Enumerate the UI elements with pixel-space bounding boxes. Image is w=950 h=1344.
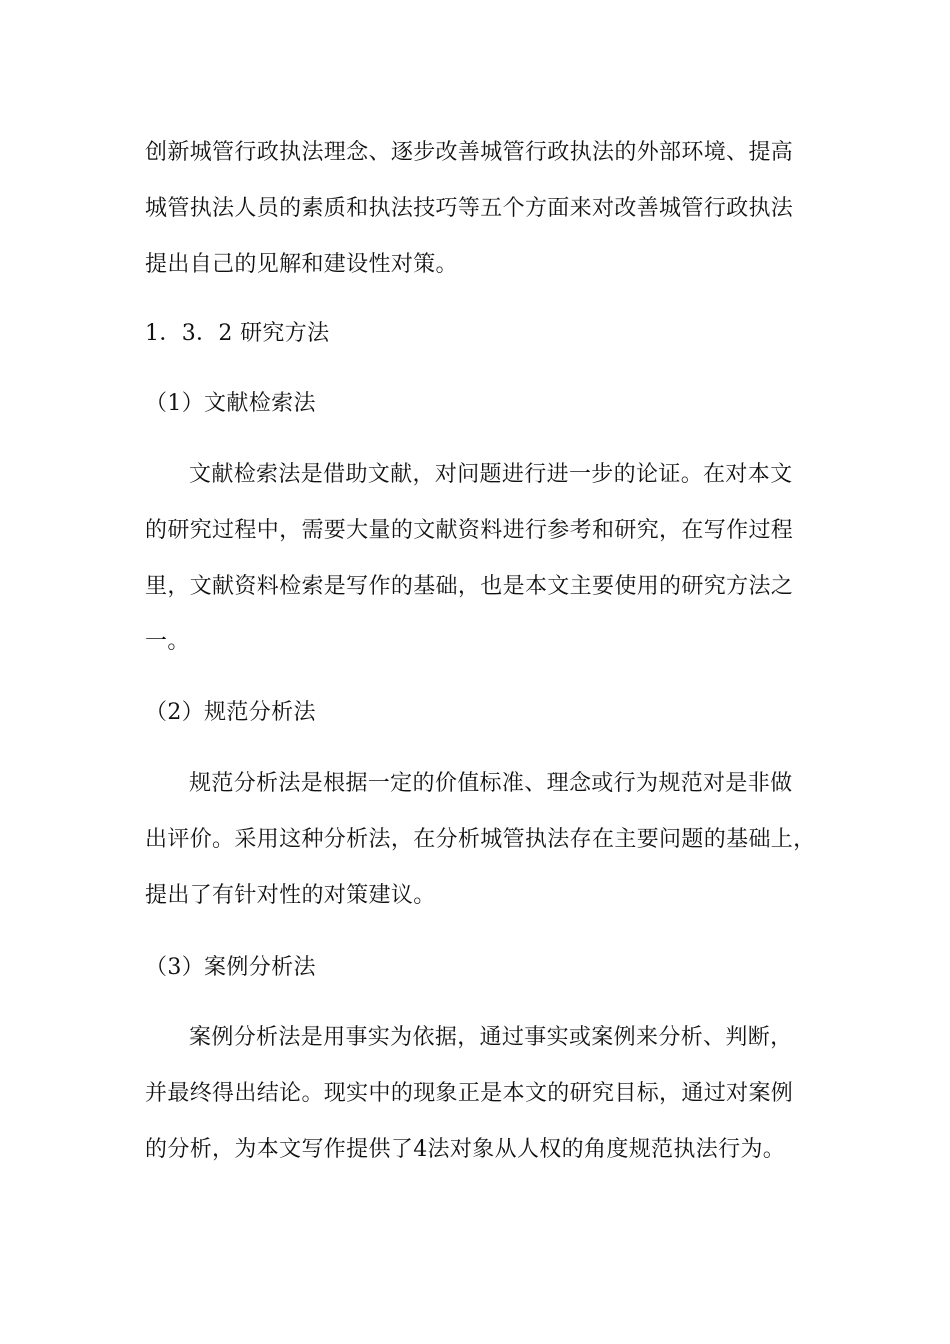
method-2-line-2: 出评价。采用这种分析法，在分析城管执法存在主要问题的基础上， xyxy=(145,827,816,852)
method-3-title: （3）案例分析法 xyxy=(145,955,316,980)
intro-line-3: 提出自己的见解和建设性对策。 xyxy=(145,252,458,277)
method-2-line-3: 提出了有针对性的对策建议。 xyxy=(145,883,436,908)
method-1-line-4: 一。 xyxy=(145,629,190,654)
method-3-line-3: 的分析，为本文写作提供了4法对象从人权的角度规范执法行为。 xyxy=(145,1137,786,1162)
method-2-line-1: 规范分析法是根据一定的价值标准、理念或行为规范对是非做 xyxy=(189,771,793,796)
method-1-line-2: 的研究过程中，需要大量的文献资料进行参考和研究，在写作过程 xyxy=(145,518,794,543)
method-1-line-1: 文献检索法是借助文献，对问题进行进一步的论证。在对本文 xyxy=(189,462,793,487)
section-heading: 1．3．2 研究方法 xyxy=(145,321,330,346)
intro-line-2: 城管执法人员的素质和执法技巧等五个方面来对改善城管行政执法 xyxy=(145,196,794,221)
method-1-title: （1）文献检索法 xyxy=(145,391,316,416)
method-2-title: （2）规范分析法 xyxy=(145,700,316,725)
method-3-line-2: 并最终得出结论。现实中的现象正是本文的研究目标，通过对案例 xyxy=(145,1081,794,1106)
method-1-line-3: 里，文献资料检索是写作的基础，也是本文主要使用的研究方法之 xyxy=(145,574,794,599)
intro-line-1: 创新城管行政执法理念、逐步改善城管行政执法的外部环境、提高 xyxy=(145,140,794,165)
method-3-line-1: 案例分析法是用事实为依据，通过事实或案例来分析、判断， xyxy=(189,1025,793,1050)
